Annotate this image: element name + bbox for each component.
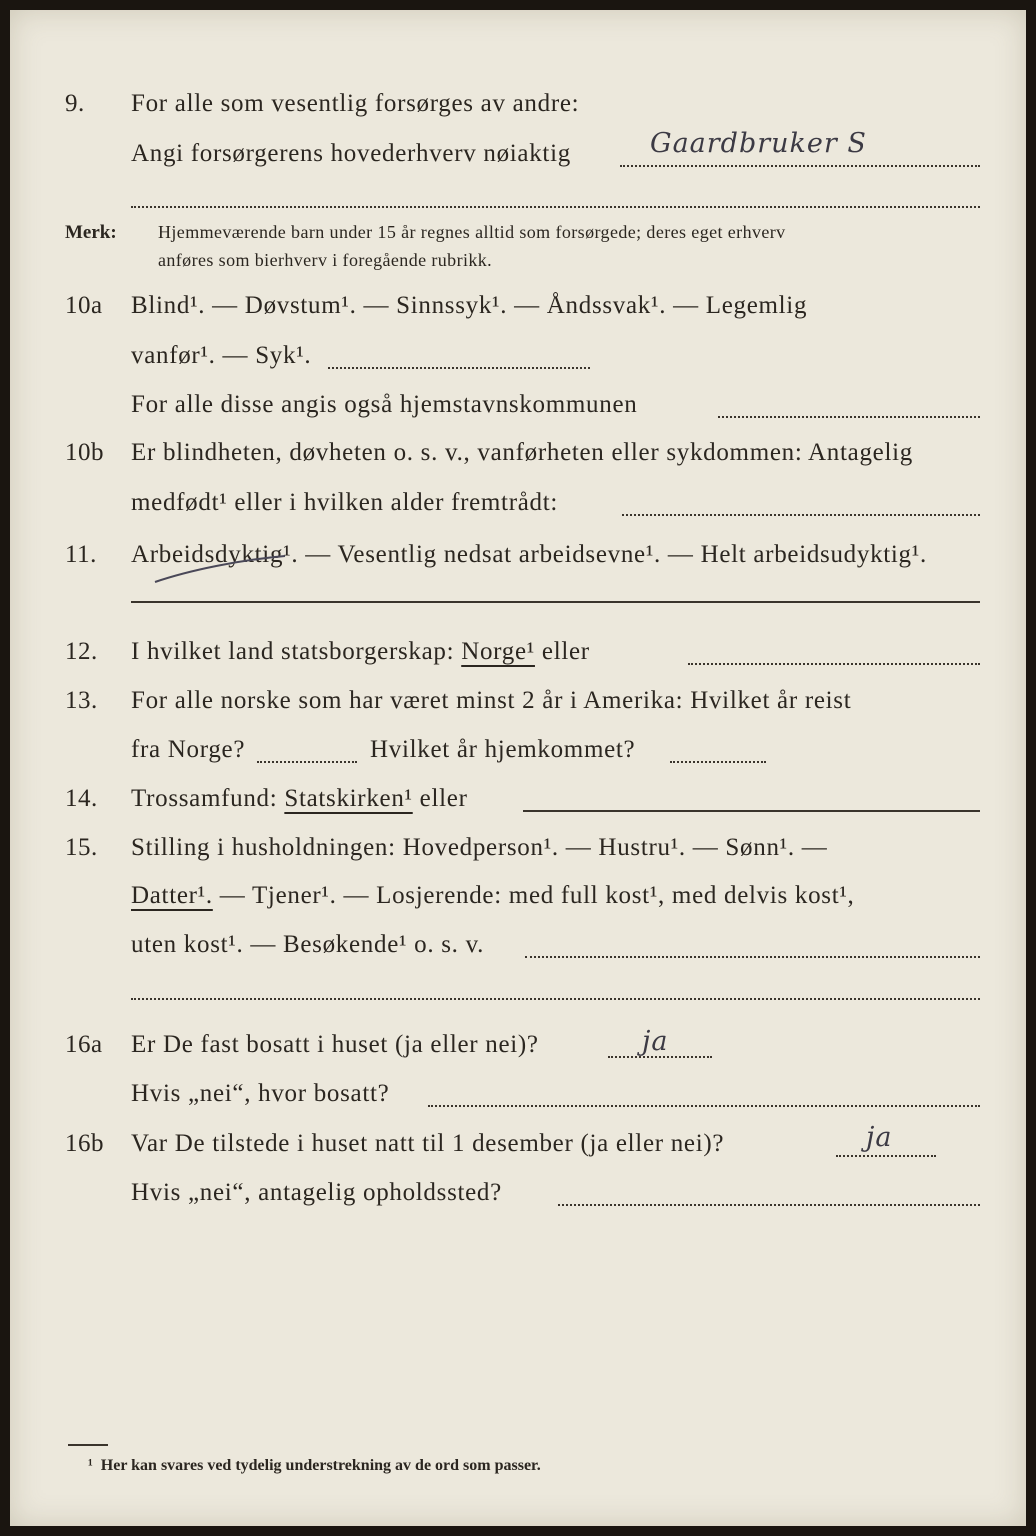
q15-line3: uten kost¹. — Besøkende¹ o. s. v. [131, 931, 485, 958]
q16a-line1: Er De fast bosatt i huset (ja eller nei)? [131, 1031, 539, 1058]
q14-suffix: eller [412, 785, 468, 812]
q10a-kommune-line [718, 416, 980, 418]
q12-prefix: I hvilket land statsborgerskap: [131, 638, 462, 665]
q10b-answer-line [622, 514, 980, 516]
q16b-answer-line [836, 1155, 936, 1157]
q9-handwritten-answer: Gaardbruker S [650, 128, 867, 159]
q12-number: 12. [65, 638, 98, 665]
q16a-line2: Hvis „nei“, hvor bosatt? [131, 1080, 390, 1107]
q15-extra-line [131, 998, 980, 1000]
q9-line2: Angi forsørgerens hovederhverv nøiaktig [131, 140, 571, 167]
q10a-line3: For alle disse angis også hjemstavnskommunen [131, 391, 638, 418]
q12-suffix: eller [534, 638, 590, 665]
q15-number: 15. [65, 834, 98, 861]
q13-line1: For alle norske som har været minst 2 år i Amerika: Hvilket år reist [131, 687, 852, 714]
q16b-line2: Hvis „nei“, antagelig opholdssted? [131, 1179, 502, 1206]
q9-answer-line [620, 165, 980, 167]
q14-prefix: Trossamfund: [131, 785, 285, 812]
q16b-handwritten-answer: ja [866, 1122, 893, 1153]
q12-answer-line [688, 663, 980, 665]
q11-number: 11. [65, 541, 97, 568]
q9-extra-line [131, 206, 980, 208]
q13-line2a: fra Norge? [131, 736, 246, 763]
q10a-line1: Blind¹. — Døvstum¹. — Sinnssyk¹. — Åndssvak¹. — Legemlig [131, 292, 808, 319]
q16a-handwritten-answer: ja [642, 1026, 669, 1057]
q11-rest: — Vesentlig nedsat arbeidsevne¹. — Helt arbeidsudyktig¹. [298, 541, 927, 568]
footnote-text: Her kan svares ved tydelig understrekning av de ord som passer. [100, 1457, 541, 1474]
q16a-bosatt-line [428, 1105, 980, 1107]
q16a-number: 16a [65, 1031, 103, 1058]
q10b-line2: medfødt¹ eller i hvilken alder fremtrådt: [131, 489, 559, 516]
q14-option-statskirken: Statskirken¹ [284, 785, 413, 812]
q12-option-norge: Norge¹ [461, 638, 535, 665]
footnote [88, 1457, 541, 1475]
merk-line1: Hjemmeværende barn under 15 år regnes alltid som forsørgede; deres eget erhverv [158, 222, 786, 242]
q10a-line2: vanfør¹. — Syk¹. [131, 342, 312, 369]
q15-line1: Stilling i husholdningen: Hovedperson¹. — Hustru¹. — Sønn¹. — [131, 834, 828, 861]
q15-answer-line [525, 956, 980, 958]
q9-number: 9. [65, 90, 85, 117]
q15-option-datter: Datter¹. [131, 882, 213, 909]
q9-line1: For alle som vesentlig forsørges av andre: [131, 90, 580, 117]
q10b-line1: Er blindheten, døvheten o. s. v., vanførheten eller sykdommen: Antagelig [131, 439, 913, 466]
q10a-syk-line [328, 367, 590, 369]
footnote-rule [68, 1444, 108, 1446]
q13-number: 13. [65, 687, 98, 714]
q11-hand-mark [150, 550, 290, 590]
q16b-number: 16b [65, 1130, 104, 1157]
q11-extra-line [131, 601, 980, 603]
q14-number: 14. [65, 785, 98, 812]
q15-line2 [131, 882, 855, 910]
q10a-number: 10a [65, 292, 103, 319]
merk-label: Merk: [65, 222, 117, 243]
footnote-mark: ¹ [88, 1457, 93, 1474]
census-form-page [10, 10, 1026, 1526]
q10b-number: 10b [65, 439, 104, 466]
q11-option-arbeidsdyktig: Arbeidsdyktig¹. [131, 541, 299, 568]
q14-answer-line [523, 810, 980, 812]
q13-reist-line [257, 761, 357, 763]
q16b-line1: Var De tilstede i huset natt til 1 desember (ja eller nei)? [131, 1130, 725, 1157]
q12-line [131, 638, 590, 666]
q13-hjemkommet-line [670, 761, 766, 763]
merk-line2: anføres som bierhverv i foregående rubrikk. [158, 250, 493, 270]
q14-line [131, 785, 468, 813]
q13-line2b: Hvilket år hjemkommet? [370, 736, 636, 763]
q16b-opholdssted-line [558, 1204, 980, 1206]
q15-line2-rest: — Tjener¹. — Losjerende: med full kost¹, med delvis kost¹, [212, 882, 855, 909]
